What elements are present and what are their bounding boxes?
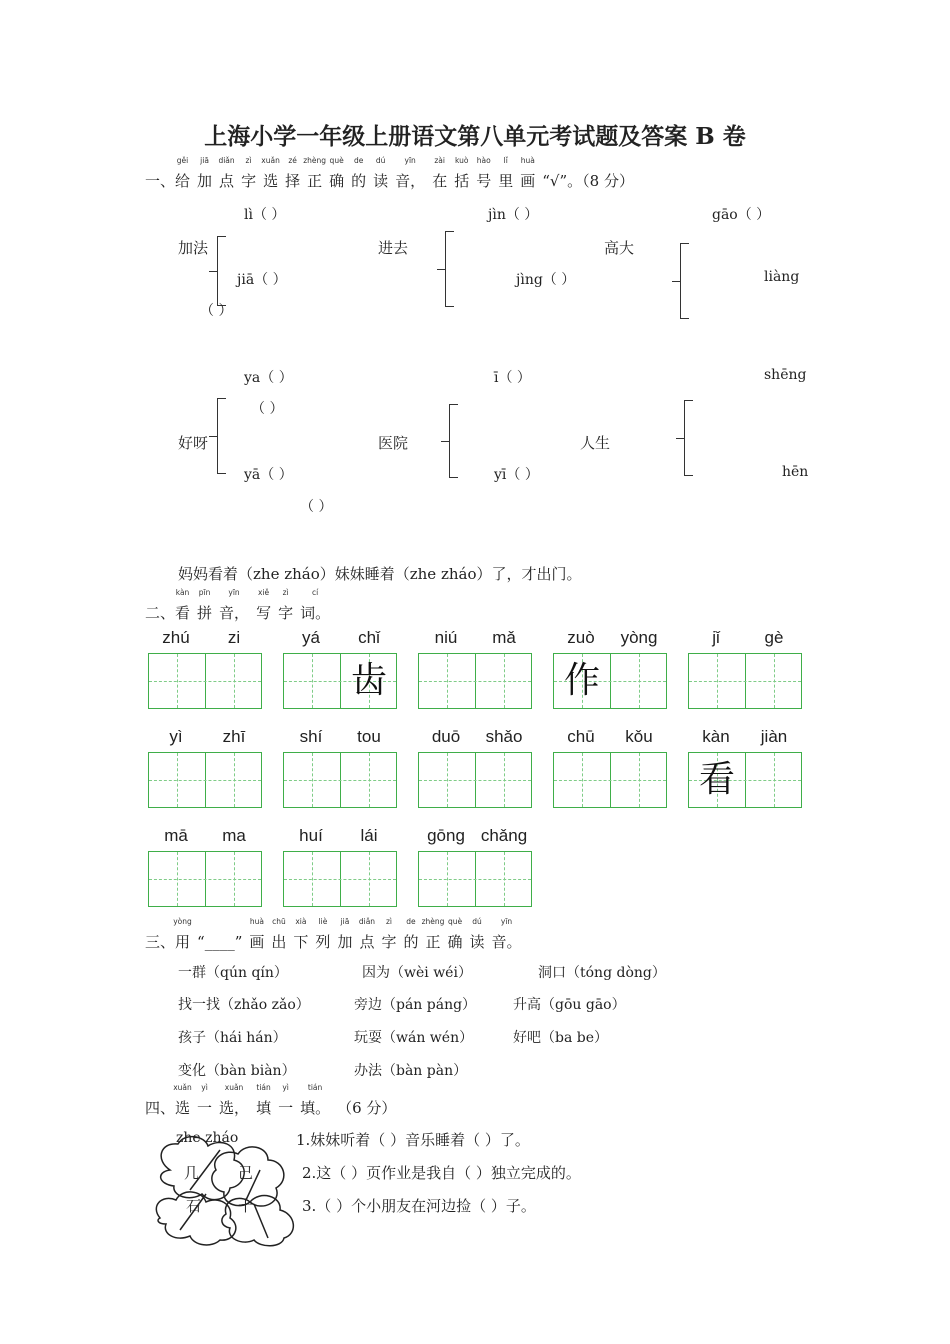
ruby-pinyin: yì: [282, 1083, 289, 1092]
ruby-char: [219, 1083, 250, 1118]
section-4-number: 四、: [145, 1099, 176, 1117]
ruby-pinyin: xuǎn: [173, 1083, 192, 1092]
ruby-hanzi: 正: [425, 933, 441, 951]
box-hanzi: 看: [698, 759, 735, 800]
ruby-pinyin: zì: [245, 156, 252, 165]
s3-item: 找一找（zhǎo zǎo）: [178, 997, 310, 1013]
ruby-pinyin: kàn: [175, 588, 190, 597]
ruby-char: [498, 156, 514, 191]
ruby-char: [278, 588, 294, 623]
box-pinyin: jǐ: [712, 628, 720, 647]
s3-item: 孩子（hái hán）: [178, 1030, 287, 1046]
s1-r1-word-2: 进去: [378, 239, 409, 257]
s1-r2-extra-bracket-1: （ ）: [251, 401, 284, 417]
ruby-hanzi: 字: [381, 933, 397, 951]
ruby-hanzi: 填。: [300, 1099, 331, 1117]
leaf-word-2: 几: [184, 1164, 200, 1182]
ruby-char: [432, 156, 448, 191]
writing-box[interactable]: [418, 851, 532, 907]
s1-r2-word-3: 人生: [580, 434, 611, 452]
section-2-instruction: [175, 588, 337, 622]
ruby-pinyin: chū: [272, 917, 286, 926]
section-3-instruction: [173, 917, 529, 951]
s4-item-1: 1.妹妹听着（ ）音乐睡着（ ）了。: [296, 1131, 530, 1149]
ruby-hanzi: 画: [520, 172, 536, 190]
ruby-char: [271, 917, 287, 952]
ruby-pinyin: yīn: [404, 156, 416, 165]
ruby-hanzi: 里: [498, 172, 514, 190]
box-pinyin: gè: [764, 628, 784, 647]
box-pinyin: duō: [431, 727, 461, 746]
box-pinyin: chǐ: [358, 628, 380, 647]
ruby-char: [173, 1083, 192, 1118]
s1-r2-brace-2: [449, 404, 458, 478]
box-pinyin: kǒu: [625, 727, 653, 746]
section-4-heading: [145, 1083, 397, 1118]
ruby-char: [403, 917, 419, 952]
s1-r1-option-3: liàng: [764, 269, 800, 285]
ruby-char: [293, 917, 309, 952]
ruby-pinyin: zhèng: [303, 156, 327, 165]
s3-item: 玩耍（wán wén）: [354, 1030, 474, 1046]
ruby-char: [285, 156, 301, 191]
s3-item: 升高（gōu gāo）: [513, 997, 626, 1013]
ruby-hanzi: 写: [256, 604, 272, 622]
writing-box[interactable]: [283, 851, 397, 907]
s1-r1-extra-bracket: （ ）: [200, 303, 233, 319]
s1-r1-option-2: jìng（ ）: [516, 272, 576, 288]
ruby-pinyin: huà: [249, 917, 264, 926]
s1-r1-brace-3: [680, 243, 689, 319]
leaf-word-4: 石: [186, 1197, 202, 1215]
ruby-char: [256, 588, 272, 623]
ruby-char: [197, 156, 213, 191]
ruby-hanzi: 字: [241, 172, 257, 190]
box-hanzi: 作: [563, 660, 600, 701]
box-pinyin: niú: [434, 628, 458, 647]
ruby-pinyin: yīn: [228, 588, 240, 597]
box-pinyin: zhú: [162, 628, 190, 647]
s3-item: 变化（bàn biàn）: [178, 1063, 296, 1079]
ruby-char: [447, 917, 463, 952]
ruby-char: [256, 1083, 272, 1118]
ruby-hanzi: 确: [329, 172, 345, 190]
ruby-hanzi: 音，: [395, 172, 426, 190]
ruby-hanzi: 括: [454, 172, 470, 190]
box-hanzi: 齿: [350, 660, 387, 701]
box-pinyin: shǎo: [485, 727, 523, 746]
ruby-pinyin: dú: [375, 156, 386, 165]
s3-item: 一群（qún qín）: [178, 965, 288, 981]
ruby-pinyin: gěi: [176, 156, 189, 165]
box-pinyin: lái: [360, 826, 378, 845]
ruby-pinyin: dú: [472, 917, 482, 926]
s1-r2-word-2: 医院: [378, 434, 409, 452]
ruby-hanzi: 一: [278, 1099, 294, 1117]
s3-item: 因为（wèi wéi）: [362, 965, 472, 981]
section-1-number: 一、: [145, 172, 176, 190]
s1-sentence: 妈妈看着（zhe zháo）妹妹睡着（zhe zháo）了，才出门。: [178, 565, 582, 583]
s3-item: 办法（bàn pàn）: [354, 1063, 468, 1079]
box-pinyin: kàn: [702, 727, 730, 746]
ruby-hanzi: 给: [175, 172, 191, 190]
s1-r1-brace-1: [217, 236, 226, 306]
ruby-char: [421, 917, 445, 952]
ruby-char: [175, 588, 191, 623]
box-pinyin: zhī: [222, 727, 246, 746]
ruby-pinyin: zì: [385, 917, 392, 926]
section-3-number: 三、: [145, 933, 176, 951]
ruby-hanzi: 点: [219, 172, 235, 190]
ruby-char: [241, 156, 257, 191]
s4-item-2: 2.这（ ）页作业是我自（ ）独立完成的。: [302, 1164, 581, 1182]
s1-r2-brace-1: [217, 398, 226, 474]
box-pinyin: chǎng: [480, 826, 528, 845]
leaf-illustration: [150, 1130, 302, 1248]
section-2-number: 二、: [145, 604, 176, 622]
ruby-pinyin: pīn: [198, 588, 211, 597]
ruby-char: [315, 917, 331, 952]
ruby-hanzi: 字: [278, 604, 294, 622]
ruby-char: [395, 156, 426, 191]
s1-r1-word-3: 高大: [604, 239, 635, 257]
ruby-hanzi: 词。: [300, 604, 331, 622]
ruby-pinyin: huà: [520, 156, 535, 165]
ruby-char: [300, 1083, 331, 1118]
s1-r2-pinyin-1: ya（ ）: [244, 370, 293, 386]
ruby-pinyin: zhèng: [421, 917, 445, 926]
writing-box[interactable]: [418, 653, 532, 709]
ruby-char: [454, 156, 470, 191]
section-1-heading: [145, 156, 634, 191]
s1-r2-brace-3: [684, 400, 693, 476]
ruby-pinyin: yì: [201, 1083, 208, 1092]
ruby-char: [351, 156, 367, 191]
writing-box[interactable]: [553, 752, 667, 808]
ruby-pinyin: xiě: [257, 588, 270, 597]
ruby-char: [218, 156, 235, 191]
ruby-hanzi: 音，: [219, 604, 250, 622]
s1-r1-pinyin-1: lì（ ）: [244, 207, 286, 223]
ruby-char: [303, 156, 327, 191]
writing-box[interactable]: [418, 752, 532, 808]
ruby-hanzi: 选: [263, 172, 279, 190]
ruby-pinyin: kuò: [454, 156, 469, 165]
s1-r2-pinyin-2: ī（ ）: [494, 370, 531, 386]
ruby-pinyin: yòng: [173, 917, 192, 926]
ruby-hanzi: 选: [175, 1099, 191, 1117]
ruby-char: [173, 917, 192, 952]
writing-box[interactable]: [688, 752, 802, 808]
box-pinyin: mǎ: [492, 628, 516, 647]
ruby-char: [329, 156, 345, 191]
ruby-hanzi: 画: [249, 933, 265, 951]
box-pinyin: chū: [567, 727, 595, 746]
ruby-hanzi: 拼: [197, 604, 213, 622]
writing-box[interactable]: [148, 851, 262, 907]
ruby-hanzi: 的: [351, 172, 367, 190]
ruby-hanzi: 正: [307, 172, 323, 190]
ruby-hanzi: 用: [175, 933, 191, 951]
ruby-hanzi: 点: [359, 933, 375, 951]
box-pinyin: zuò: [567, 628, 595, 647]
box-pinyin: ma: [222, 826, 246, 845]
ruby-hanzi: “____”: [197, 933, 243, 951]
writing-box[interactable]: [283, 752, 397, 808]
box-pinyin: shí: [299, 727, 323, 746]
writing-box[interactable]: [283, 653, 397, 709]
s1-r1-pinyin-3: gāo（ ）: [712, 207, 771, 223]
ruby-hanzi: 读: [373, 172, 389, 190]
ruby-char: [381, 917, 397, 952]
section-4-tail: （6 分）: [337, 1099, 397, 1117]
s1-r2-word-1: 好呀: [178, 434, 209, 452]
ruby-hanzi: 音。: [491, 933, 522, 951]
writing-box[interactable]: [553, 653, 667, 709]
s1-r2-option-3: hēn: [782, 464, 809, 480]
ruby-pinyin: cí: [311, 588, 319, 597]
leaf-word-3: 己: [238, 1164, 254, 1182]
ruby-char: [476, 156, 492, 191]
ruby-pinyin: xià: [295, 917, 307, 926]
ruby-hanzi: 的: [403, 933, 419, 951]
ruby-char: [197, 588, 213, 623]
section-4-instruction: [173, 1083, 337, 1117]
ruby-hanzi: 加: [337, 933, 353, 951]
ruby-char: [358, 917, 376, 952]
section-2-heading: [145, 588, 337, 623]
ruby-pinyin: què: [447, 917, 463, 926]
ruby-char: [520, 156, 536, 191]
box-pinyin: yòng: [620, 628, 658, 647]
box-pinyin: yá: [302, 628, 320, 647]
ruby-pinyin: yīn: [500, 917, 513, 926]
ruby-pinyin: tián: [256, 1083, 271, 1092]
page-title: 上海小学一年级上册语文第八单元考试题及答案 B 卷: [204, 123, 746, 150]
ruby-char: [197, 933, 242, 951]
ruby-char: [261, 156, 280, 191]
box-pinyin: zi: [227, 628, 241, 647]
ruby-char: [491, 917, 522, 952]
ruby-pinyin: jiā: [340, 917, 350, 926]
s1-r2-extra-bracket-2: （ ）: [300, 499, 333, 515]
s1-r1-brace-2: [445, 231, 454, 307]
ruby-hanzi: 填: [256, 1099, 272, 1117]
ruby-pinyin: liè: [318, 917, 328, 926]
ruby-char: [197, 1083, 213, 1118]
ruby-pinyin: diǎn: [358, 917, 376, 926]
section-3-heading: [145, 917, 529, 952]
s3-item: 旁边（pán páng）: [354, 997, 477, 1013]
box-pinyin: yì: [169, 727, 183, 746]
ruby-char: [219, 588, 250, 623]
leaf-word-1: zhe zháo: [176, 1130, 239, 1146]
s1-r2-option-1: yā（ ）: [244, 467, 293, 483]
ruby-pinyin: zì: [282, 588, 289, 597]
s1-r1-option-1: jiā（ ）: [237, 272, 287, 288]
ruby-pinyin: jiā: [200, 156, 209, 165]
box-pinyin: huí: [299, 826, 323, 845]
writing-box[interactable]: [688, 653, 802, 709]
ruby-pinyin: zé: [288, 156, 297, 165]
ruby-char: [278, 1083, 294, 1118]
ruby-hanzi: 列: [315, 933, 331, 951]
ruby-pinyin: zài: [434, 156, 445, 165]
ruby-pinyin: tián: [307, 1083, 323, 1092]
ruby-pinyin: xuǎn: [224, 1083, 244, 1092]
box-pinyin: tou: [357, 727, 381, 746]
ruby-hanzi: 选，: [219, 1099, 250, 1117]
ruby-char: [337, 917, 353, 952]
box-pinyin: mā: [164, 826, 188, 845]
ruby-char: [469, 917, 485, 952]
section-1-instruction: [175, 156, 542, 190]
ruby-hanzi: 下: [293, 933, 309, 951]
ruby-hanzi: 号: [476, 172, 492, 190]
ruby-hanzi: 读: [469, 933, 485, 951]
ruby-hanzi: 看: [175, 604, 191, 622]
ruby-char: [373, 156, 389, 191]
ruby-char: [249, 917, 265, 952]
writing-box[interactable]: [148, 752, 262, 808]
leaf-word-5: 十: [238, 1197, 254, 1215]
ruby-pinyin: de: [353, 156, 364, 165]
s4-item-3: 3.（ ）个小朋友在河边捡（ ）子。: [302, 1197, 536, 1215]
ruby-hanzi: 确: [447, 933, 463, 951]
box-pinyin: jiàn: [760, 727, 788, 746]
writing-box[interactable]: [148, 653, 262, 709]
ruby-pinyin: xuǎn: [261, 156, 280, 165]
section-1-tail: “√”。（8 分）: [542, 172, 634, 190]
ruby-hanzi: 一: [197, 1099, 213, 1117]
s3-item: 洞口（tóng dòng）: [538, 965, 666, 981]
ruby-hanzi: 择: [285, 172, 301, 190]
s1-r1-word-1: 加法: [178, 239, 209, 257]
ruby-pinyin: de: [406, 917, 416, 926]
ruby-char: [300, 588, 331, 623]
ruby-pinyin: diǎn: [218, 156, 235, 165]
s1-r1-pinyin-2: jìn（ ）: [488, 207, 539, 223]
s1-r2-pinyin-3: shēng: [764, 367, 807, 383]
ruby-pinyin: què: [329, 156, 344, 165]
s1-r2-option-2: yī（ ）: [494, 467, 539, 483]
ruby-char: [175, 156, 191, 191]
ruby-pinyin: lǐ: [503, 156, 508, 165]
ruby-hanzi: 加: [197, 172, 213, 190]
ruby-hanzi: 出: [271, 933, 287, 951]
s3-item: 好吧（ba be）: [513, 1030, 609, 1046]
box-pinyin: gōng: [427, 826, 465, 845]
ruby-pinyin: hào: [476, 156, 491, 165]
ruby-hanzi: 在: [432, 172, 448, 190]
